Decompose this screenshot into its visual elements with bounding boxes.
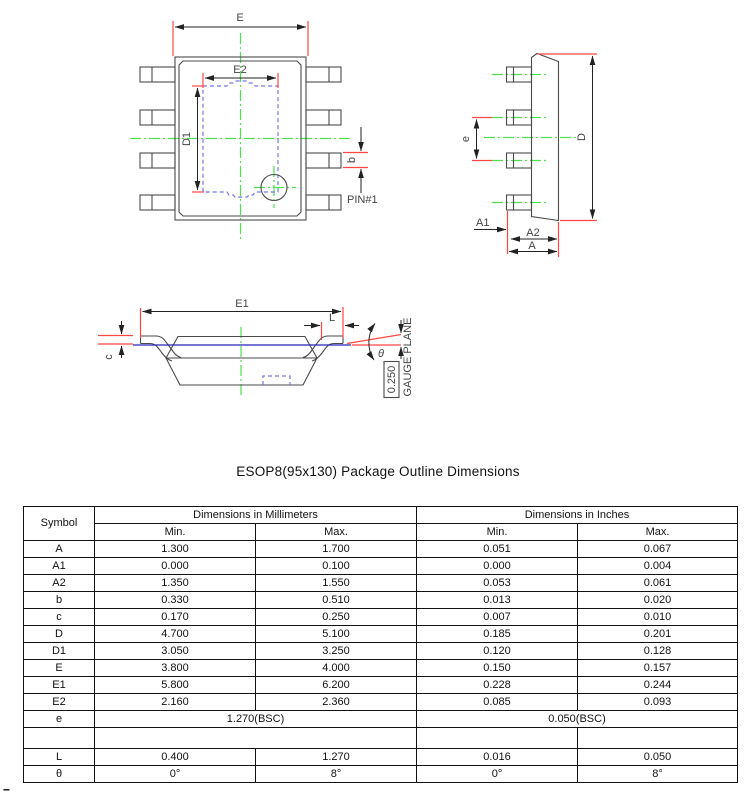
table-row (24, 609, 738, 626)
value-cell: 1.300 (95, 541, 256, 558)
value-cell: 0.400 (95, 749, 256, 766)
pad-peek-outline (263, 376, 290, 385)
value-cell: 1.270(BSC) (95, 711, 417, 728)
side-pins (507, 67, 532, 210)
value-cell: 0.330 (95, 592, 256, 609)
value-cell: 0.061 (578, 575, 738, 592)
value-cell: 0° (417, 766, 578, 783)
value-cell: 4.700 (95, 626, 256, 643)
table-row-blank (24, 728, 738, 749)
value-cell: 3.250 (256, 643, 417, 660)
value-cell: 0.000 (95, 558, 256, 575)
value-cell: 0.016 (417, 749, 578, 766)
value-cell: 0.150 (417, 660, 578, 677)
lead-left (141, 336, 182, 361)
value-cell: 0.007 (417, 609, 578, 626)
table-row (24, 643, 738, 660)
lead-right (303, 336, 343, 361)
dim-label-A1: A1 (476, 217, 490, 229)
symbol-cell: D1 (24, 643, 95, 660)
value-cell: 0.020 (578, 592, 738, 609)
value-cell: 0.053 (417, 575, 578, 592)
dimensions-table (23, 506, 738, 783)
table-row (24, 541, 738, 558)
value-cell: 0.093 (578, 694, 738, 711)
value-cell: 0.128 (578, 643, 738, 660)
value-cell: 0.100 (256, 558, 417, 575)
table-row (24, 749, 738, 766)
mm-max-header: Max. (256, 524, 417, 541)
value-cell: 2.360 (256, 694, 417, 711)
value-cell: 0.250 (256, 609, 417, 626)
symbol-header: Symbol (24, 507, 95, 541)
value-cell: 0.157 (578, 660, 738, 677)
value-cell: 3.800 (95, 660, 256, 677)
symbol-cell: θ (24, 766, 95, 783)
gauge-plane-label: GAUGE PLANE (402, 317, 414, 397)
inches-group-header: Dimensions in Inches (417, 507, 738, 524)
value-cell: 5.800 (95, 677, 256, 694)
value-cell: 0° (95, 766, 256, 783)
value-cell: 0.010 (578, 609, 738, 626)
value-cell: 5.100 (256, 626, 417, 643)
pin1-label: PIN#1 (347, 194, 378, 206)
table-row-e-bsc (24, 711, 738, 728)
table-row (24, 592, 738, 609)
symbol-cell: E1 (24, 677, 95, 694)
side-view-drawing (460, 54, 597, 258)
mm-min-header: Min. (95, 524, 256, 541)
table-row (24, 575, 738, 592)
table-row (24, 766, 738, 783)
value-cell: 0.004 (578, 558, 738, 575)
dim-label-D1: D1 (181, 131, 193, 147)
value-cell: 0.201 (578, 626, 738, 643)
symbol-cell: A1 (24, 558, 95, 575)
symbol-cell: c (24, 609, 95, 626)
dim-label-E2: E2 (233, 64, 247, 76)
value-cell (417, 728, 578, 749)
page-title: ESOP8(95x130) Package Outline Dimensions (236, 464, 520, 479)
dim-label-e: e (460, 135, 472, 143)
value-cell: 0.085 (417, 694, 578, 711)
symbol-cell: b (24, 592, 95, 609)
value-cell: 8° (256, 766, 417, 783)
table-header-row-2 (24, 524, 738, 541)
dim-label-A: A (528, 240, 536, 252)
value-cell: 4.000 (256, 660, 417, 677)
symbol-cell: E2 (24, 694, 95, 711)
value-cell: 6.200 (256, 677, 417, 694)
table-row (24, 660, 738, 677)
symbol-cell: A (24, 541, 95, 558)
value-cell: 3.050 (95, 643, 256, 660)
front-view-drawing (98, 298, 414, 398)
value-cell: 0.067 (578, 541, 738, 558)
symbol-cell: D (24, 626, 95, 643)
dim-label-A2: A2 (526, 227, 540, 239)
footer-mark: -- (3, 782, 9, 796)
value-cell (95, 728, 417, 749)
table-row (24, 558, 738, 575)
value-cell: 1.270 (256, 749, 417, 766)
dim-label-c: c (103, 354, 115, 360)
symbol-cell: e (24, 711, 95, 728)
dim-label-b: b (346, 156, 358, 164)
symbol-cell (24, 728, 95, 749)
symbol-cell: E (24, 660, 95, 677)
value-cell: 0.510 (256, 592, 417, 609)
value-cell: 1.550 (256, 575, 417, 592)
value-cell: 1.700 (256, 541, 417, 558)
value-cell: 2.160 (95, 694, 256, 711)
value-cell: 0.013 (417, 592, 578, 609)
mm-group-header: Dimensions in Millimeters (95, 507, 417, 524)
table-row (24, 694, 738, 711)
symbol-cell: A2 (24, 575, 95, 592)
value-cell: 1.350 (95, 575, 256, 592)
table-row (24, 677, 738, 694)
dim-label-theta: θ (378, 348, 384, 360)
value-cell: 0.228 (417, 677, 578, 694)
value-cell (578, 728, 738, 749)
symbol-cell: L (24, 749, 95, 766)
dim-label-E1: E1 (235, 298, 249, 310)
value-cell: 0.170 (95, 609, 256, 626)
value-cell: 0.050(BSC) (417, 711, 738, 728)
in-max-header: Max. (578, 524, 738, 541)
value-cell: 0.051 (417, 541, 578, 558)
value-cell: 0.185 (417, 626, 578, 643)
table-row (24, 626, 738, 643)
value-cell: 0.050 (578, 749, 738, 766)
dim-label-D: D (576, 133, 588, 141)
value-cell: 0.000 (417, 558, 578, 575)
dim-label-L: L (328, 312, 336, 324)
value-cell: 0.244 (578, 677, 738, 694)
value-cell: 8° (578, 766, 738, 783)
gauge-offset-label: 0.250 (386, 365, 398, 394)
top-view-drawing (130, 12, 378, 239)
dim-label-E: E (236, 12, 244, 24)
value-cell: 0.120 (417, 643, 578, 660)
table-header-row-1 (24, 507, 738, 524)
in-min-header: Min. (417, 524, 578, 541)
